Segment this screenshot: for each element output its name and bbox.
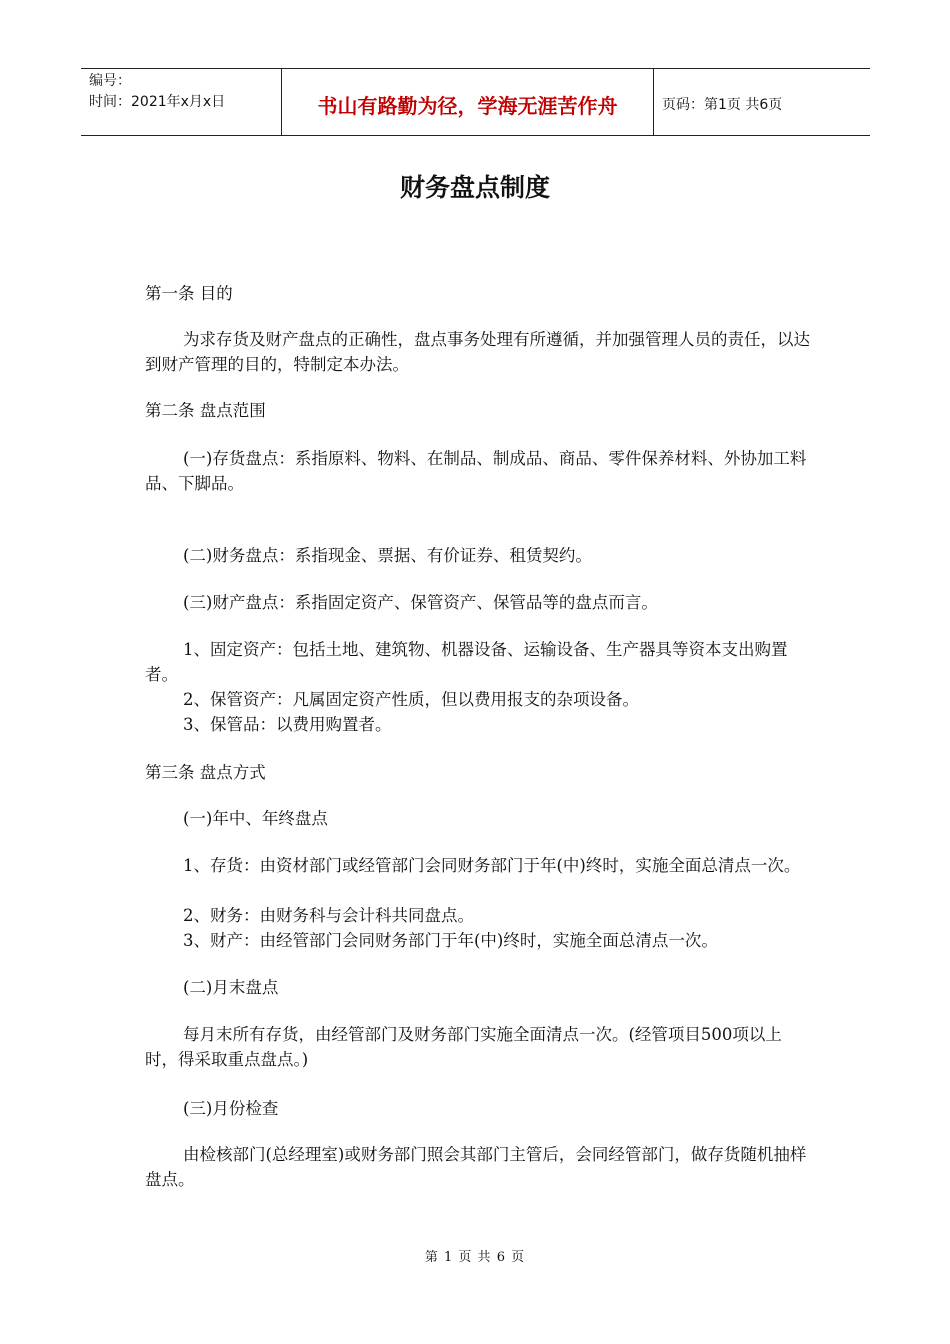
section-heading: (一)年中、年终盘点 bbox=[183, 809, 328, 828]
body-paragraph: 为求存货及财产盘点的正确性，盘点事务处理有所遵循，并加强管理人员的责任，以达到财产管理的目的，特制定本办法。 bbox=[145, 330, 810, 374]
page-footer: 第 1 页 共 6 页 bbox=[424, 1250, 526, 1265]
document-date-label: 时间：2021年x月x日 bbox=[89, 94, 226, 110]
header-page-code: 页码：第1页 共6页 bbox=[662, 97, 783, 113]
article-heading: 第三条 盘点方式 bbox=[145, 763, 266, 782]
section-heading: (三)月份检查 bbox=[183, 1099, 279, 1118]
header-motto: 书山有路勤为径，学海无涯苦作舟 bbox=[281, 69, 654, 135]
document-header bbox=[81, 68, 870, 136]
list-item: 2、财务：由财务科与会计科共同盘点。 bbox=[183, 906, 474, 925]
header-meta bbox=[81, 69, 281, 135]
list-item: 3、财产：由经管部门会同财务部门于年(中)终时，实施全面总清点一次。 bbox=[183, 931, 718, 950]
body-paragraph: 由检核部门(总经理室)或财务部门照会其部门主管后，会同经管部门，做存货随机抽样盘点。 bbox=[145, 1145, 807, 1189]
body-paragraph: (三)财产盘点：系指固定资产、保管资产、保管品等的盘点而言。 bbox=[183, 593, 658, 612]
body-paragraph: (二)财务盘点：系指现金、票据、有价证券、租赁契约。 bbox=[183, 546, 592, 565]
article-heading: 第二条 盘点范围 bbox=[145, 401, 266, 420]
document-number-label: 编号： bbox=[89, 73, 131, 89]
list-item: 1、存货：由资材部门或经管部门会同财务部门于年(中)终时，实施全面总清点一次。 bbox=[183, 856, 801, 875]
section-heading: (二)月末盘点 bbox=[183, 978, 279, 997]
list-item: 2、保管资产：凡属固定资产性质，但以费用报支的杂项设备。 bbox=[183, 690, 639, 709]
document-title: 财务盘点制度 bbox=[399, 173, 550, 202]
article-heading: 第一条 目的 bbox=[145, 284, 233, 303]
body-paragraph: (一)存货盘点：系指原料、物料、在制品、制成品、商品、零件保养材料、外协加工料品、下脚品。 bbox=[145, 449, 807, 493]
list-item: 3、保管品：以费用购置者。 bbox=[183, 715, 392, 734]
body-paragraph: 每月末所有存货，由经管部门及财务部门实施全面清点一次。(经管项目500项以上时，得采取重点盘点。) bbox=[145, 1025, 782, 1069]
list-item: 1、固定资产：包括土地、建筑物、机器设备、运输设备、生产器具等资本支出购置者。 bbox=[145, 640, 788, 684]
